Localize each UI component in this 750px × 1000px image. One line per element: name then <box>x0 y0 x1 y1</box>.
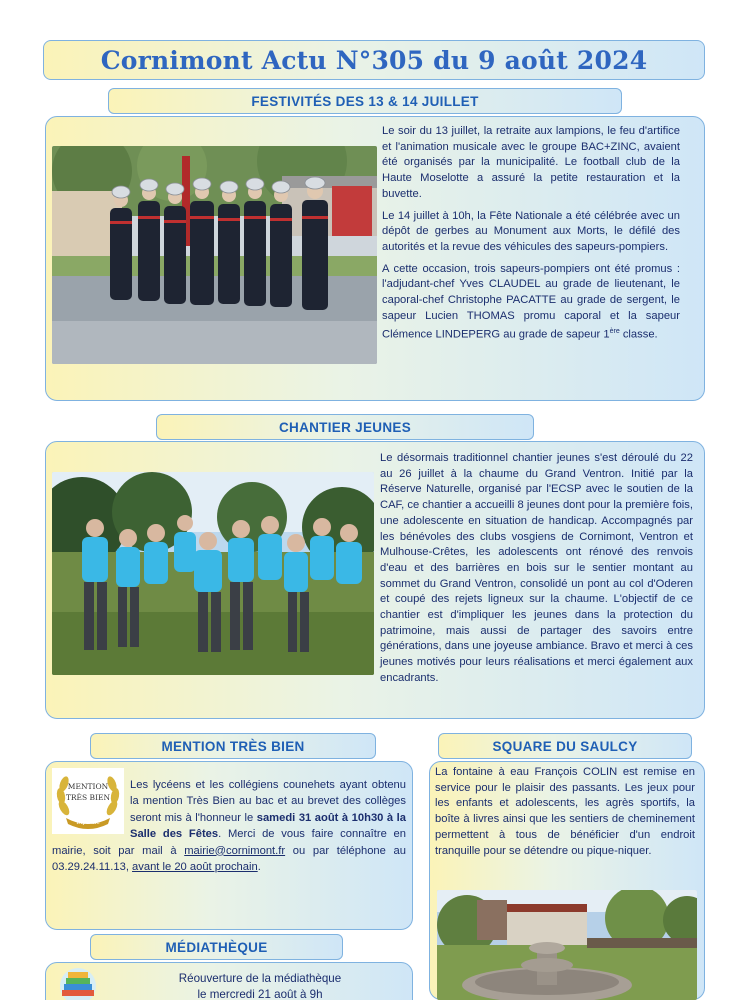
mention-text: Les lycéens et les collégiens counehets ayant obtenu la mention Très Bien au bac et au brevet des collèges seront mis à l'honneur le samedi 31 août à 10h30 à la Salle des Fêtes. Merci de vous faire connaître en mairie, soit par mail à mairie@cornimont.fr ou par téléphone au 03.29.24.11.13, avant le 20 août prochain. <box>52 779 406 874</box>
badge-line-2: TRÈS BIEN <box>65 793 111 802</box>
festivites-paragraph-2: Le 14 juillet à 10h, la Fête Nationale a été célébrée avec un dépôt de gerbes au Monument aux Morts, le défilé des autorités et la revue des véhicules des sapeurs-pompiers. <box>382 209 680 253</box>
section-title-mediatheque: MÉDIATHÈQUE <box>90 934 343 960</box>
section-title-square: SQUARE DU SAULCY <box>438 733 692 759</box>
section-title-mention: MENTION TRÈS BIEN <box>90 733 376 759</box>
mediatheque-line-2: le mercredi 21 août à 9h <box>197 988 323 1000</box>
festivites-paragraph-3: A cette occasion, trois sapeurs-pompiers ont été promus : l'adjudant-chef Yves CLAUDEL au grade de lieutenant, le caporal-chef Christophe PACATTE au grade de sergent, le sapeur Lucien THOMAS promu caporal et la sapeur Clémence LINDEPERG au grade de sapeur 1ère classe. <box>382 262 680 342</box>
section-title-festivites: FESTIVITÉS DES 13 & 14 JUILLET <box>108 88 622 114</box>
festivites-text <box>382 124 680 350</box>
square-text: La fontaine à eau François COLIN est remise en service pour le plaisir des passants. Les jeux pour les enfants et adolescents, les agrès sportifs, la boîte à livres ainsi que les sentiers de cheminement permettent à tous de bénéficier d'un endroit tranquille pour se détendre ou pique-niquer. <box>435 766 695 857</box>
books-icon <box>54 966 102 1000</box>
firefighters-photo <box>52 146 377 364</box>
email-link[interactable]: mairie@cornimont.fr <box>184 844 286 857</box>
volunteers-photo <box>52 472 374 675</box>
badge-line-1: MENTION <box>67 782 109 791</box>
ceremony-date: samedi 31 août à 10h30 à la Salle des Fêtes <box>130 811 406 841</box>
section-title-chantier: CHANTIER JEUNES <box>156 414 534 440</box>
chantier-text: Le désormais traditionnel chantier jeunes s'est déroulé du 22 au 26 juillet à la chaume du Grand Ventron. Initié par la Réserve Naturelle, organisé par l'ECSP avec le soutien de la CAF, ce chantier a accueilli 8 jeunes dont pour la première fois, une adolescente en situation de handicap. Accompagnés par les bénévoles des clubs vosgiens de Cornimont, Ventron et Mulhouse-Crêtes, les adolescents ont rénové des renvois d'eau et des barrières en bois sur le sentier montant au sommet du Grand Ventron, consolidé un pont au col d'Oderen et coupé des rejets ligneux sur la chaume. L'objectif de ce chantier est d'impliquer les jeunes dans la protection du patrimoine, mais aussi de partager des savoirs entre générations, dans une joyeuse ambiance. Bravo et merci à ces jeunes motivés pour leurs réalisations et merci également aux encadrants. <box>380 452 693 684</box>
deadline-text: avant le 20 août prochain <box>132 861 258 874</box>
festivites-paragraph-1: Le soir du 13 juillet, la retraite aux lampions, le feu d'artifice et l'animation musicale avec le groupe BAC+ZINC, avaient été organisés par la municipalité. Le football club de la Haute Moselotte a assuré la petite restauration et la buvette. <box>382 125 680 200</box>
fountain-photo <box>437 890 697 1000</box>
mediatheque-line-1: Réouverture de la médiathèque <box>178 972 342 985</box>
newsletter-title: Cornimont Actu N°305 du 9 août 2024 <box>43 40 705 80</box>
mediatheque-text <box>110 971 410 1000</box>
badge-ribbon: Diplômé <box>76 820 100 826</box>
